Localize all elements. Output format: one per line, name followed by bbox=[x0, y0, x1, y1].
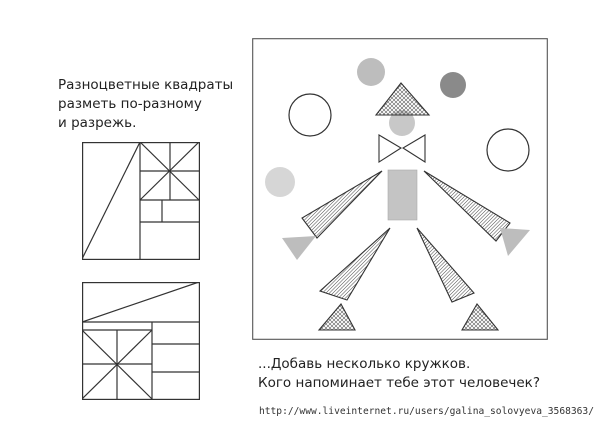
bowtie-right bbox=[403, 135, 425, 162]
circle-light-left bbox=[265, 167, 295, 197]
foot-right bbox=[462, 304, 498, 330]
circle-dark-top bbox=[440, 72, 466, 98]
arm-left bbox=[302, 171, 382, 238]
square-outline bbox=[83, 143, 200, 260]
circle-gray-top bbox=[357, 58, 385, 86]
hat-triangle bbox=[376, 83, 429, 115]
caption-text bbox=[258, 355, 578, 393]
circle-outline-right bbox=[487, 129, 529, 171]
arm-right bbox=[424, 171, 510, 241]
caption-line-1: ...Добавь несколько кружков. bbox=[258, 356, 471, 372]
circle-outline-left bbox=[289, 94, 331, 136]
foot-left bbox=[319, 304, 355, 330]
hand-right bbox=[500, 228, 530, 256]
square-template-bottom bbox=[82, 282, 200, 400]
instruction-line-3: и разрежь. bbox=[58, 115, 137, 131]
caption-line-2: Кого напоминает тебе этот человечек? bbox=[258, 375, 541, 391]
hand-left bbox=[282, 236, 316, 260]
leg-left bbox=[320, 228, 390, 300]
square-template-top bbox=[82, 142, 200, 260]
instruction-text bbox=[58, 76, 258, 133]
cut-line bbox=[82, 282, 199, 322]
bowtie-left bbox=[379, 135, 401, 162]
body-rectangle bbox=[388, 170, 417, 220]
instruction-line-1: Разноцветные квадраты bbox=[58, 77, 234, 93]
figure-panel bbox=[252, 38, 548, 340]
watermark-url: http://www.liveinternet.ru/users/galina_solovyeva_3568363/ bbox=[258, 406, 594, 417]
instruction-line-2: разметь по-разному bbox=[58, 96, 202, 112]
leg-right bbox=[417, 228, 474, 302]
cut-line bbox=[82, 142, 140, 259]
